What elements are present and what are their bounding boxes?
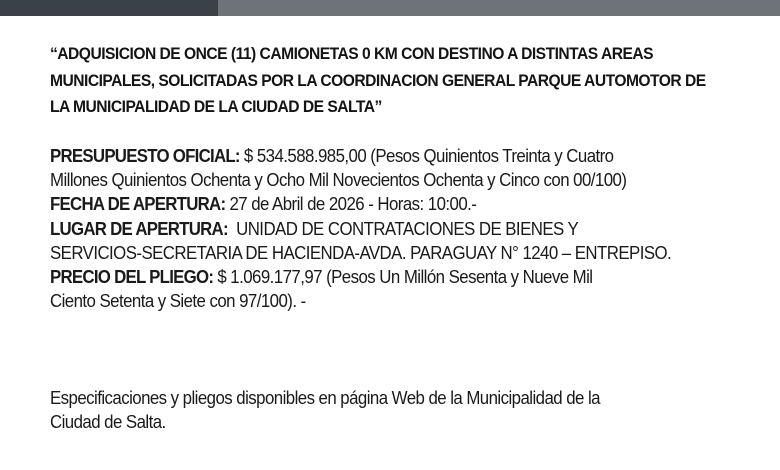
lugar-label: LUGAR DE APERTURA: (50, 217, 228, 239)
presupuesto-label: PRESUPUESTO OFICIAL: (50, 145, 240, 166)
header-bar-light (218, 0, 780, 16)
availability-note (50, 386, 718, 434)
fecha-value: 27 de Abril de 2026 - Horas: 10:00.- (225, 193, 477, 215)
notice-title (50, 41, 712, 121)
presupuesto-line (50, 144, 718, 168)
lugar-value: UNIDAD DE CONTRATACIONES DE BIENES Y (227, 217, 579, 239)
title-line: “ADQUISICION DE ONCE (11) CAMIONETAS 0 KM CON DESTINO A DISTINTAS AREAS (50, 44, 654, 63)
precio-value: $ 1.069.177,97 (Pesos Un Millón Sesenta y Nueve Mil (213, 266, 593, 288)
precio-label: PRECIO DEL PLIEGO: (50, 266, 214, 288)
fecha-label: FECHA DE APERTURA: (50, 193, 226, 215)
presupuesto-value-continued: Millones Quinientos Ochenta y Ocho Mil Novecientos Ochenta y Cinco con 00/100) (50, 169, 627, 191)
presupuesto-value: $ 534.588.985,00 (Pesos Quinientos Treinta y Cuatro (239, 145, 614, 166)
note-line: Ciudad de Salta. (50, 411, 166, 433)
precio-line (50, 265, 718, 289)
notice-details (50, 144, 718, 313)
note-line: Especificaciones y pliegos disponibles en página Web de la Municipalidad de la (50, 387, 600, 408)
fecha-line (50, 192, 718, 216)
lugar-line (50, 217, 718, 241)
precio-value-continued: Ciento Setenta y Siete con 97/100). - (50, 290, 306, 312)
header-bar-dark (0, 0, 218, 16)
lugar-value-continued: SERVICIOS-SECRETARIA DE HACIENDA-AVDA. PARAGUAY N° 1240 – ENTREPISO. (50, 241, 672, 263)
title-line: LA MUNICIPALIDAD DE LA CIUDAD DE SALTA” (50, 97, 382, 116)
title-line: MUNICIPALES, SOLICITADAS POR LA COORDINACION GENERAL PARQUE AUTOMOTOR DE (50, 70, 706, 90)
